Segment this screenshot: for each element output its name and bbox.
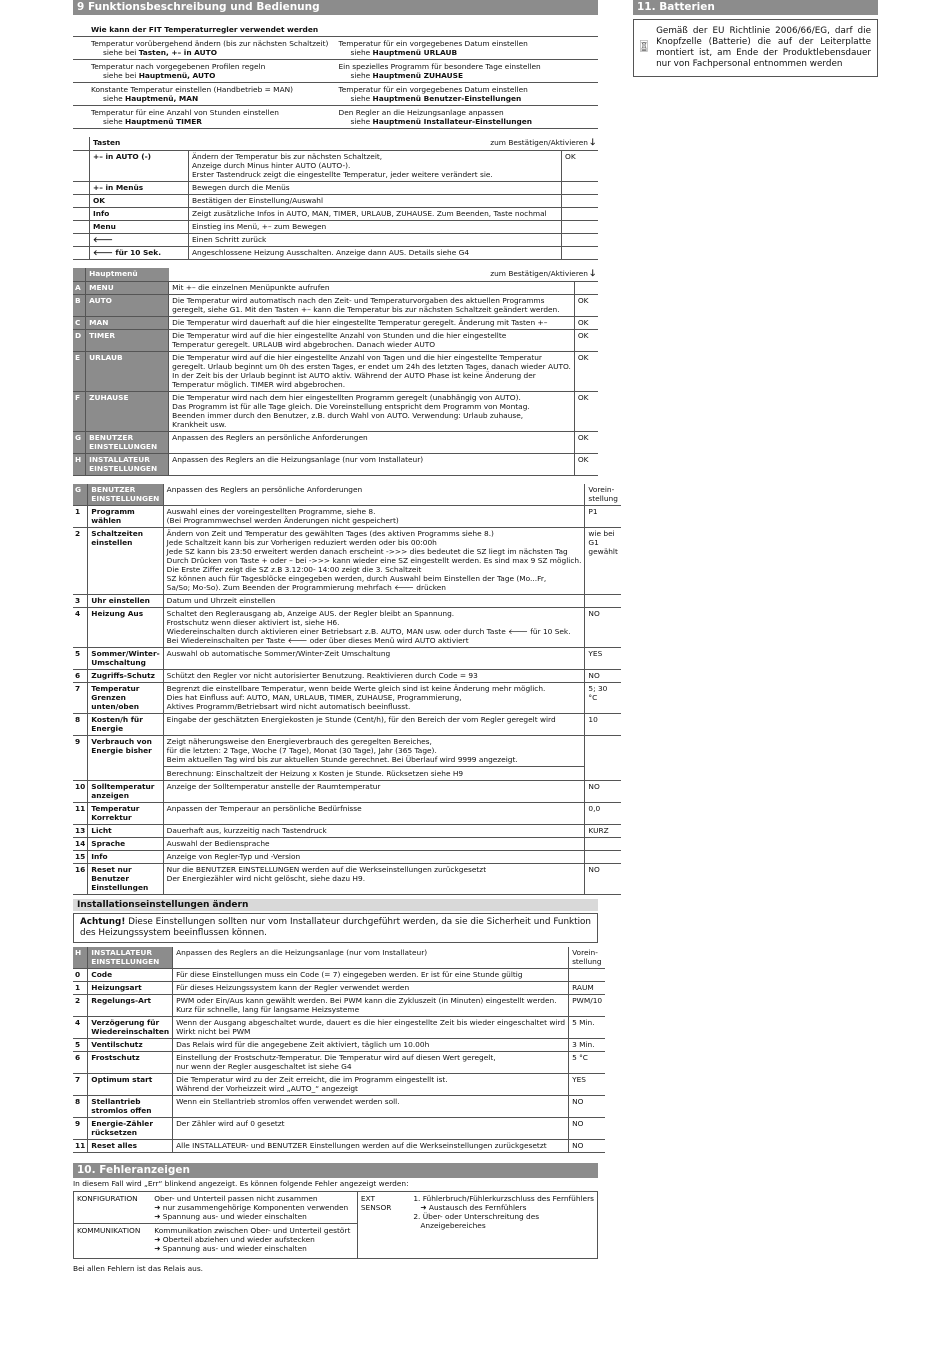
- row-key: TIMER: [86, 330, 169, 352]
- benutzer-desc: Anpassen des Reglers an persönliche Anforderungen: [163, 484, 585, 506]
- row-desc: Bestätigen der Einstellung/Auswahl: [189, 195, 562, 208]
- row-default: NO: [585, 608, 621, 648]
- table-row: [73, 864, 621, 895]
- error-comm-desc: Kommunikation zwischen Ober- und Unterteil gestört ➜ Oberteil abziehen und wieder aufstecken ➜ Spannung aus- und wieder einschalten: [151, 1224, 357, 1259]
- table-row: [73, 528, 621, 595]
- row-desc: Auswahl ob automatische Sommer/Winter-Zeit Umschaltung: [163, 648, 585, 670]
- row-default: NO: [585, 670, 621, 683]
- row-key: Heizungsart: [88, 982, 173, 995]
- row-key: Kosten/h für Energie: [88, 714, 163, 736]
- row-number: 8: [73, 1096, 88, 1118]
- hauptmenu-table: [73, 268, 598, 476]
- row-desc: Nur die BENUTZER EINSTELLUNGEN werden auf die Werkseinstellungen zurückgesetzt Der Energiezähler wird nicht gelöscht, siehe dazu H9.: [163, 864, 585, 895]
- row-desc: Die Temperatur wird automatisch nach den Zeit- und Temperaturvorgaben des aktuellen Programms geregelt, siehe G1. Mit den Tasten +– kann die Temperatur bis zur nächsten Schaltzeit geändert werden.: [169, 295, 575, 317]
- row-number: F: [73, 392, 86, 432]
- row-number: C: [73, 317, 86, 330]
- row-number: B: [73, 295, 86, 317]
- error-sensor-label: EXT SENSOR: [360, 1194, 392, 1212]
- row-desc: Auswahl der Bediensprache: [163, 838, 585, 851]
- row-desc: Zeigt zusätzliche Infos in AUTO, MAN, TIMER, URLAUB, ZUHAUSE. Zum Beenden, Taste nochmal: [189, 208, 562, 221]
- installateur-table: [73, 947, 605, 1153]
- table-row: [73, 454, 598, 476]
- table-row: [73, 330, 598, 352]
- table-row: [73, 825, 621, 838]
- row-desc: Anzeige von Regler-Typ und -Version: [163, 851, 585, 864]
- table-row: [73, 208, 598, 221]
- confirm-note: zum Bestätigen/Aktivieren: [490, 138, 588, 147]
- row-desc: Für dieses Heizungssystem kann der Regler verwendet werden: [173, 982, 569, 995]
- usage-left: Temperatur für eine Anzahl von Stunden einstellen siehe Hauptmenü TIMER: [73, 106, 336, 129]
- row-key: Solltemperatur anzeigen: [88, 781, 163, 803]
- right-column: [633, 0, 878, 77]
- table-row: [73, 195, 598, 208]
- table-row: [73, 151, 598, 182]
- row-number: 10: [73, 781, 88, 803]
- row-desc: Die Temperatur wird dauerhaft auf die hier eingestellte Temperatur geregelt. Änderung mit Tasten +–: [169, 317, 575, 330]
- row-number: 5: [73, 1039, 88, 1052]
- row-key: Info: [90, 208, 189, 221]
- row-default: NO: [569, 1140, 606, 1153]
- row-number: 2: [73, 995, 88, 1017]
- installateur-title: INSTALLATEUR EINSTELLUNGEN: [88, 947, 173, 969]
- row-default: 0,0: [585, 803, 621, 825]
- row-number: 6: [73, 670, 88, 683]
- table-row: [73, 1118, 605, 1140]
- row-default: NO: [585, 781, 621, 803]
- row-desc: Ändern der Temperatur bis zur nächsten Schaltzeit, Anzeige durch Minus hinter AUTO (AUTO-). Erster Tastendruck zeigt die eingestellte Temperatur, jeder weitere verändert sie.: [189, 151, 562, 182]
- row-number: D: [73, 330, 86, 352]
- row-default: [574, 282, 598, 295]
- row-number: 4: [73, 608, 88, 648]
- benutzer-letter: G: [73, 484, 88, 506]
- table-row: [73, 781, 621, 803]
- row-number: [73, 151, 90, 182]
- row-desc: Alle INSTALLATEUR- und BENUTZER Einstellungen werden auf die Werkseinstellungen zurückgesetzt: [173, 1140, 569, 1153]
- row-desc: Bewegen durch die Menüs: [189, 182, 562, 195]
- row-key: Zugriffs-Schutz: [88, 670, 163, 683]
- default-header: Vorein-stellung: [569, 947, 606, 969]
- row-default: [562, 247, 599, 260]
- row-desc: Eingabe der geschätzten Energiekosten je Stunde (Cent/h), für den Bereich der vom Regler geregelt wird: [163, 714, 585, 736]
- arrow-down-icon: 🡓: [590, 138, 595, 148]
- warning-box: [73, 913, 598, 943]
- footer-note: Bei allen Fehlern ist das Relais aus.: [73, 1264, 204, 1273]
- row-number: [73, 221, 90, 234]
- table-row: [73, 1096, 605, 1118]
- row-default: [585, 838, 621, 851]
- row-default: OK: [574, 352, 598, 392]
- row-default: PWM/10: [569, 995, 606, 1017]
- row-desc: Anpassen des Reglers an die Heizungsanlage (nur vom Installateur): [169, 454, 575, 476]
- left-column: [73, 0, 618, 1273]
- row-default: OK: [574, 454, 598, 476]
- row-desc: Begrenzt die einstellbare Temperatur, wenn beide Werte gleich sind ist keine Änderung mehr möglich. Dies hat Einfluss auf: AUTO, MAN, URLAUB, TIMER, ZUHAUSE, Programmierung, Aktives Programm/Betriebsart wird nicht automatisch beeinflusst.: [163, 683, 585, 714]
- row-key: Temperatur Korrektur: [88, 803, 163, 825]
- table-row: [73, 1140, 605, 1153]
- row-key: Verzögerung für Wiedereinschalten: [88, 1017, 173, 1039]
- installateur-letter: H: [73, 947, 88, 969]
- usage-left: Konstante Temperatur einstellen (Handbetrieb = MAN) siehe Hauptmenü, MAN: [73, 83, 336, 106]
- row-default: OK: [574, 317, 598, 330]
- row-number: 13: [73, 825, 88, 838]
- row-desc: Einen Schritt zurück: [189, 234, 562, 247]
- row-desc: Mit +– die einzelnen Menüpunkte aufrufen: [169, 282, 575, 295]
- battery-box: [633, 19, 878, 77]
- row-key: Reset alles: [88, 1140, 173, 1153]
- section-9-title: 9 Funktionsbeschreibung und Bedienung: [73, 0, 598, 15]
- table-row: [73, 995, 605, 1017]
- row-default: NO: [585, 864, 621, 895]
- row-desc: Zeigt näherungsweise den Energieverbrauch des geregelten Bereiches, für die letzten: 2 Tage, Woche (7 Tage), Monat (30 Tage), Jahr (365 Tage). Beim aktuellen Tag wird bis zur aktuellen Stunde gerechnet. Bei Überlauf wird 9999 angezeigt. Berechnung: Einschaltzeit der Heizung x Kosten je Stunde. Rücksetzen siehe H9: [163, 736, 585, 781]
- row-key: 🡐 für 10 Sek.: [90, 247, 189, 260]
- row-number: [73, 195, 90, 208]
- row-default: [585, 736, 621, 781]
- row-desc: Wenn der Ausgang abgeschaltet wurde, dauert es die hier eingestellte Zeit bis wieder eingeschaltet wird Wirkt nicht bei PWM: [173, 1017, 569, 1039]
- usage-right: Temperatur für ein vorgegebenes Datum einstellen siehe Hauptmenü URLAUB: [336, 37, 599, 60]
- usage-row: [73, 60, 598, 83]
- tasten-header: Tasten: [90, 137, 189, 151]
- row-number: 8: [73, 714, 88, 736]
- row-key: Stellantrieb stromlos offen: [88, 1096, 173, 1118]
- row-default: [569, 969, 606, 982]
- table-row: [73, 851, 621, 864]
- row-number: [73, 208, 90, 221]
- section-11-title: 11. Batterien: [633, 0, 878, 15]
- row-key: +– in Menüs: [90, 182, 189, 195]
- row-default: KURZ: [585, 825, 621, 838]
- row-number: 7: [73, 683, 88, 714]
- row-number: 0: [73, 969, 88, 982]
- table-row: [73, 1039, 605, 1052]
- table-row: [73, 392, 598, 432]
- benutzer-title: BENUTZER EINSTELLUNGEN: [88, 484, 163, 506]
- row-number: [73, 247, 90, 260]
- row-default: 10: [585, 714, 621, 736]
- table-row: [73, 432, 598, 454]
- table-row: [73, 295, 598, 317]
- row-desc: Ändern von Zeit und Temperatur des gewählten Tages (des aktiven Programms siehe 8.) Jede Schaltzeit kann bis zur Vorherigen reduziert werden oder bis 00:00h Jede SZ kann bis 23:50 erweitert werden danach erscheint ->>> dies bedeutet die SZ liegt im nächsten Tag Durch Drücken von Taste + oder – bei ->>> kann wieder eine SZ eingestellt werden. Es sind max 9 SZ möglich. Die Erste Ziffer zeigt die SZ z.B 3.12:00- 14:00 zeigt die 3. Schaltzeit SZ können auch für Tagesblöcke eingegeben werden, durch Auswahl beim Einstellen der Tage (Mo...Fr, Sa/So; Mo-So). Zum Beenden der Programmierung mehrfach 🡐 drücken: [163, 528, 585, 595]
- usage-row: [73, 83, 598, 106]
- confirm-note: zum Bestätigen/Aktivieren: [490, 269, 588, 278]
- row-key: Energie-Zähler rücksetzen: [88, 1118, 173, 1140]
- row-default: [562, 208, 599, 221]
- row-key: OK: [90, 195, 189, 208]
- row-number: 3: [73, 595, 88, 608]
- row-key: Info: [88, 851, 163, 864]
- row-desc: Wenn ein Stellantrieb stromlos offen verwendet werden soll.: [173, 1096, 569, 1118]
- row-desc: Die Temperatur wird auf die hier eingestellte Anzahl von Stunden und die hier eingestellte Temperatur geregelt. URLAUB wird abgebrochen. Danach wieder AUTO: [169, 330, 575, 352]
- row-desc: Anzeige der Solltemperatur anstelle der Raumtemperatur: [163, 781, 585, 803]
- row-default: [585, 595, 621, 608]
- default-header: Vorein-stellung: [585, 484, 621, 506]
- row-key: Schaltzeiten einstellen: [88, 528, 163, 595]
- weee-bin-icon: [640, 26, 648, 66]
- row-number: 16: [73, 864, 88, 895]
- row-key: INSTALLATEUR EINSTELLUNGEN: [86, 454, 169, 476]
- table-row: [73, 608, 621, 648]
- section-10-title: 10. Fehleranzeigen: [73, 1163, 598, 1178]
- table-row: [73, 670, 621, 683]
- row-number: [73, 182, 90, 195]
- row-default: 5 °C: [569, 1052, 606, 1074]
- row-desc: Anpassen des Reglers an persönliche Anforderungen: [169, 432, 575, 454]
- row-number: H: [73, 454, 86, 476]
- row-default: wie bei G1 gewählt: [585, 528, 621, 595]
- row-key: ZUHAUSE: [86, 392, 169, 432]
- row-default: YES: [585, 648, 621, 670]
- table-row: [73, 1052, 605, 1074]
- row-key: Code: [88, 969, 173, 982]
- row-number: G: [73, 432, 86, 454]
- warning-text: Diese Einstellungen sollten nur vom Installateur durchgeführt werden, da sie die Sicherheit und Funktion des Heizungssystem beeinflussen können.: [80, 917, 591, 938]
- row-default: P1: [585, 506, 621, 528]
- row-desc: Die Temperatur wird auf die hier eingestellte Anzahl von Tagen und die hier eingestellte Temperatur geregelt. Urlaub beginnt um 0h des ersten Tages, er endet um 24h des letzten Tages, danach wieder AUTO. In der Zeit bis der Urlaub beginnt ist AUTO aktiv. Während der AUTO Phase ist keine Änderung der Temperatur möglich. TIMER wird abgebrochen.: [169, 352, 575, 392]
- table-row: [73, 838, 621, 851]
- table-row: [73, 282, 598, 295]
- table-row: [73, 803, 621, 825]
- tasten-table: [73, 137, 598, 260]
- benutzer-table: [73, 484, 621, 895]
- row-default: OK: [562, 151, 599, 182]
- table-row: [73, 683, 621, 714]
- row-desc: Angeschlossene Heizung Ausschalten. Anzeige dann AUS. Details siehe G4: [189, 247, 562, 260]
- battery-text: Gemäß der EU Richtlinie 2006/66/EG, darf die Knopfzelle (Batterie) die auf der Leiterplatte montiert ist, am Ende der Produktlebensdauer nur von Fachpersonal entnommen werden: [656, 26, 871, 69]
- row-number: 5: [73, 648, 88, 670]
- arrow-down-icon: 🡓: [590, 269, 595, 279]
- usage-right: Temperatur für ein vorgegebenes Datum einstellen siehe Hauptmenü Benutzer-Einstellungen: [336, 83, 599, 106]
- row-number: A: [73, 282, 86, 295]
- row-default: [585, 851, 621, 864]
- table-row: [73, 714, 621, 736]
- table-row: [73, 352, 598, 392]
- row-key: Licht: [88, 825, 163, 838]
- row-number: 9: [73, 736, 88, 781]
- row-number: E: [73, 352, 86, 392]
- row-number: 14: [73, 838, 88, 851]
- row-desc: Einstellung der Frostschutz-Temperatur. Die Temperatur wird auf diesen Wert geregelt, nur wenn der Regler ausgeschaltet ist siehe G4: [173, 1052, 569, 1074]
- row-number: 1: [73, 982, 88, 995]
- row-default: RAUM: [569, 982, 606, 995]
- row-key: Programm wählen: [88, 506, 163, 528]
- row-default: NO: [569, 1096, 606, 1118]
- row-key: URLAUB: [86, 352, 169, 392]
- row-key: Heizung Aus: [88, 608, 163, 648]
- table-row: [73, 1017, 605, 1039]
- row-desc: Für diese Einstellungen muss ein Code (= 7) eingegeben werden. Er ist für eine Stunde gültig: [173, 969, 569, 982]
- usage-row: [73, 106, 598, 129]
- error-table: [73, 1191, 598, 1259]
- table-row: [73, 247, 598, 260]
- installateur-desc: Anpassen des Reglers an die Heizungsanlage (nur vom Installateur): [173, 947, 569, 969]
- usage-right: Ein spezielles Programm für besondere Tage einstellen siehe Hauptmenü ZUHAUSE: [336, 60, 599, 83]
- warning-label: Achtung!: [80, 917, 126, 927]
- row-default: 5; 30 °C: [585, 683, 621, 714]
- row-desc: Dauerhaft aus, kurzzeitig nach Tastendruck: [163, 825, 585, 838]
- table-row: [73, 317, 598, 330]
- row-key: MAN: [86, 317, 169, 330]
- row-default: [562, 182, 599, 195]
- error-config-desc: Ober- und Unterteil passen nicht zusammen ➜ nur zusammengehörige Komponenten verwenden ➜ Spannung aus- und wieder einschalten: [151, 1192, 357, 1224]
- row-default: NO: [569, 1118, 606, 1140]
- row-key: MENU: [86, 282, 169, 295]
- usage-table: [73, 23, 598, 129]
- section-10-intro: In diesem Fall wird „Err“ blinkend angezeigt. Es können folgende Fehler angezeigt werden:: [73, 1179, 409, 1188]
- row-default: [562, 221, 599, 234]
- error-config-label: KONFIGURATION: [74, 1192, 152, 1224]
- row-desc: Die Temperatur wird zu der Zeit erreicht, die im Programm eingestellt ist. Während der Vorheizzeit wird „AUTO_“ angezeigt: [173, 1074, 569, 1096]
- row-desc: Schaltet den Reglerausgang ab, Anzeige AUS. der Regler bleibt an Spannung. Frostschutz wenn dieser aktiviert ist, siehe H6. Wiedereinschalten durch aktivieren einer Betriebsart z.B. AUTO, MAN usw. oder durch Taste 🡐 für 10 Sek. Bei Wiedereinschalten per Taste 🡐 oder über dieses Menü wird AUTO aktiviert: [163, 608, 585, 648]
- install-section-title: Installationseinstellungen ändern: [73, 899, 598, 911]
- table-row: [73, 182, 598, 195]
- row-number: [73, 234, 90, 247]
- row-desc: Anpassen der Temperaur an persönliche Bedürfnisse: [163, 803, 585, 825]
- usage-left: Temperatur nach vorgegebenen Profilen regeln siehe bei Hauptmenü, AUTO: [73, 60, 336, 83]
- row-key: Reset nur Benutzer Einstellungen: [88, 864, 163, 895]
- row-key: Sprache: [88, 838, 163, 851]
- row-key: BENUTZER EINSTELLUNGEN: [86, 432, 169, 454]
- row-key: AUTO: [86, 295, 169, 317]
- row-default: OK: [574, 432, 598, 454]
- row-default: 5 Min.: [569, 1017, 606, 1039]
- row-desc: PWM oder Ein/Aus kann gewählt werden. Bei PWM kann die Zykluszeit (in Minuten) eingestellt werden. Kurz für schnelle, lang für langsame Heizsysteme: [173, 995, 569, 1017]
- row-key: 🡐: [90, 234, 189, 247]
- table-row: [73, 234, 598, 247]
- usage-row: [73, 37, 598, 60]
- row-number: 2: [73, 528, 88, 595]
- table-row: [73, 969, 605, 982]
- table-row: [73, 648, 621, 670]
- row-key: Menu: [90, 221, 189, 234]
- row-default: OK: [574, 330, 598, 352]
- table-row: [73, 506, 621, 528]
- row-key: Optimum start: [88, 1074, 173, 1096]
- row-key: Regelungs-Art: [88, 995, 173, 1017]
- row-default: YES: [569, 1074, 606, 1096]
- row-key: Temperatur Grenzen unten/oben: [88, 683, 163, 714]
- row-desc: Datum und Uhrzeit einstellen: [163, 595, 585, 608]
- row-number: 9: [73, 1118, 88, 1140]
- row-desc: Einstieg ins Menü, +– zum Bewegen: [189, 221, 562, 234]
- row-default: [562, 234, 599, 247]
- row-number: 4: [73, 1017, 88, 1039]
- row-desc: Schützt den Regler vor nicht autorisierter Benutzung. Reaktivieren durch Code = 93: [163, 670, 585, 683]
- row-number: 11: [73, 803, 88, 825]
- table-row: [73, 1074, 605, 1096]
- row-number: 15: [73, 851, 88, 864]
- table-row: [73, 221, 598, 234]
- table-row: [73, 595, 621, 608]
- row-number: 6: [73, 1052, 88, 1074]
- row-key: Uhr einstellen: [88, 595, 163, 608]
- usage-right: Den Regler an die Heizungsanlage anpassen siehe Hauptmenü Installateur-Einstellungen: [336, 106, 599, 129]
- row-desc: Die Temperatur wird nach dem hier eingestellten Programm geregelt (unabhängig von AUTO). Das Programm ist für alle Tage gleich. Die Voreinstellung entspricht dem Programm von Montag. Beenden immer durch den Benutzer, z.B. durch Wahl von AUTO. Verwendung: Urlaub zuhause, Krankheit usw.: [169, 392, 575, 432]
- row-desc: Der Zähler wird auf 0 gesetzt: [173, 1118, 569, 1140]
- row-desc: Das Relais wird für die angegebene Zeit aktiviert, täglich um 10.00h: [173, 1039, 569, 1052]
- row-key: Sommer/Winter-Umschaltung: [88, 648, 163, 670]
- row-default: OK: [574, 295, 598, 317]
- row-key: Frostschutz: [88, 1052, 173, 1074]
- error-sensor-desc: 1. Fühlerbruch/Fühlerkurzschluss des Fernfühlers ➜ Austausch des Fernfühlers 2. Über- oder Unterschreitung des Anzeigebereiches: [413, 1194, 594, 1230]
- row-default: 3 Min.: [569, 1039, 606, 1052]
- row-number: 1: [73, 506, 88, 528]
- row-desc: Auswahl eines der voreingestellten Programme, siehe 8. (Bei Programmwechsel werden Änderungen nicht gespeichert): [163, 506, 585, 528]
- row-key: Verbrauch von Energie bisher: [88, 736, 163, 781]
- row-key: +– in AUTO (-): [90, 151, 189, 182]
- row-default: OK: [574, 392, 598, 432]
- row-number: 7: [73, 1074, 88, 1096]
- row-number: 11: [73, 1140, 88, 1153]
- table-row: [73, 736, 621, 781]
- hauptmenu-header: Hauptmenü: [86, 268, 169, 282]
- row-default: [562, 195, 599, 208]
- row-key: Ventilschutz: [88, 1039, 173, 1052]
- error-comm-label: KOMMUNIKATION: [77, 1226, 141, 1235]
- usage-table-title: Wie kann der FIT Temperaturregler verwendet werden: [73, 23, 598, 37]
- table-row: [73, 982, 605, 995]
- usage-left: Temperatur vorübergehend ändern (bis zur nächsten Schaltzeit) siehe bei Tasten, +– in AUTO: [73, 37, 336, 60]
